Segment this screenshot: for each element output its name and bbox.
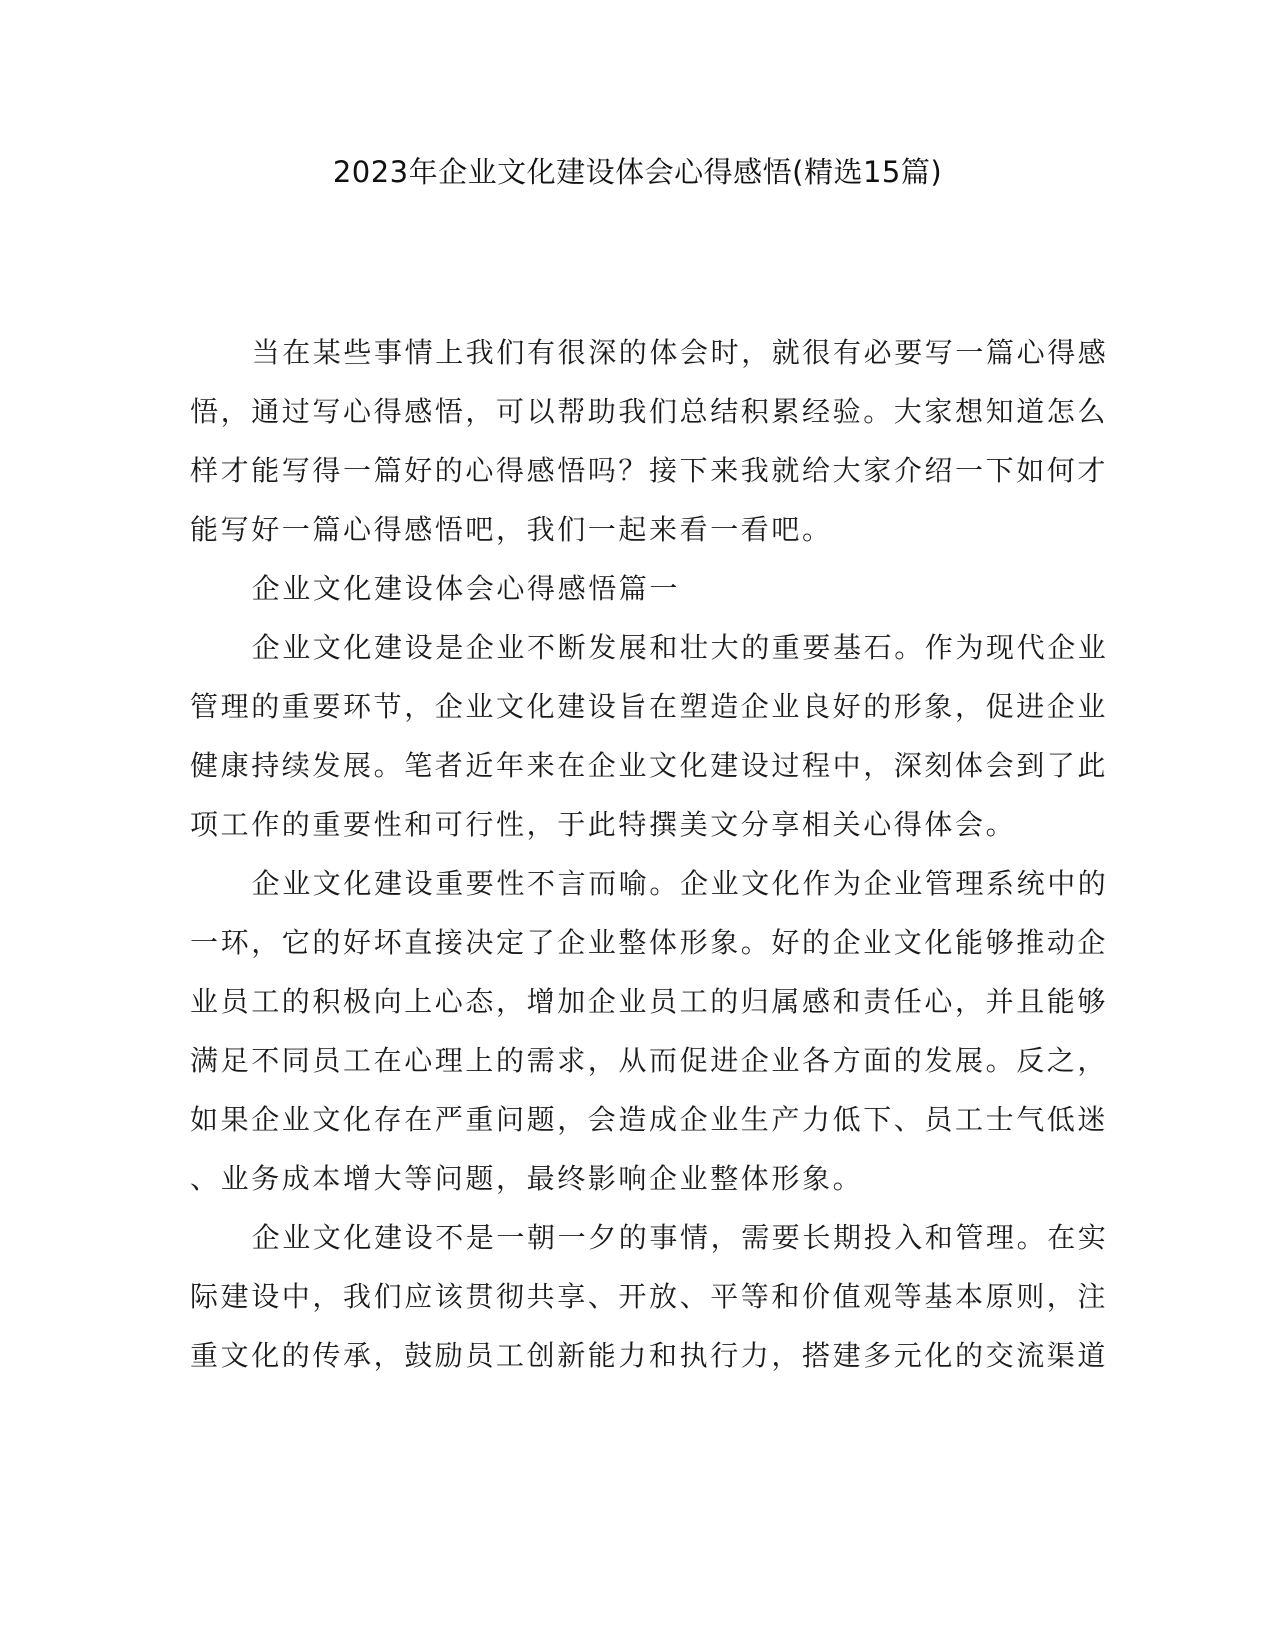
paragraph-line: 一环，它的好坏直接决定了企业整体形象。好的企业文化能够推动企 [190, 926, 1109, 959]
body-paragraph [190, 618, 1109, 854]
body-paragraph [190, 854, 1109, 1208]
paragraph-line: 样才能写得一篇好的心得感悟吗？接下来我就给大家介绍一下如何才 [190, 454, 1109, 487]
paragraph-line: 当在某些事情上我们有很深的体会时，就很有必要写一篇心得感 [251, 336, 1109, 369]
paragraph-line: 企业文化建设不是一朝一夕的事情，需要长期投入和管理。在实 [251, 1221, 1109, 1254]
document-title: 2023年企业文化建设体会心得感悟(精选15篇) [332, 155, 943, 189]
paragraph-line: 重文化的传承，鼓励员工创新能力和执行力，搭建多元化的交流渠道 [190, 1339, 1109, 1372]
paragraph-line: 悟，通过写心得感悟，可以帮助我们总结积累经验。大家想知道怎么 [190, 395, 1109, 428]
body-paragraph [190, 323, 1109, 559]
body-paragraph [190, 559, 1086, 618]
paragraph-line: 健康持续发展。笔者近年来在企业文化建设过程中，深刻体会到了此 [190, 749, 1109, 782]
document-body [190, 323, 1109, 1385]
paragraph-line: 企业文化建设重要性不言而喻。企业文化作为企业管理系统中的 [251, 867, 1109, 900]
paragraph-line: 管理的重要环节，企业文化建设旨在塑造企业良好的形象，促进企业 [190, 690, 1109, 723]
paragraph-line: 业员工的积极向上心态，增加企业员工的归属感和责任心，并且能够 [190, 985, 1109, 1018]
paragraph-line: 企业文化建设是企业不断发展和壮大的重要基石。作为现代企业 [251, 631, 1109, 664]
body-paragraph [190, 1208, 1109, 1385]
paragraph-line: 项工作的重要性和可行性，于此特撰美文分享相关心得体会。 [190, 808, 1017, 841]
paragraph-line: 企业文化建设体会心得感悟篇一 [251, 572, 680, 605]
paragraph-line: 际建设中，我们应该贯彻共享、开放、平等和价值观等基本原则，注 [190, 1280, 1109, 1313]
paragraph-line: 、业务成本增大等问题，最终影响企业整体形象。 [190, 1162, 864, 1195]
paragraph-line: 满足不同员工在心理上的需求，从而促进企业各方面的发展。反之， [190, 1044, 1109, 1077]
paragraph-line: 如果企业文化存在严重问题，会造成企业生产力低下、员工士气低迷 [190, 1103, 1109, 1136]
paragraph-line: 能写好一篇心得感悟吧，我们一起来看一看吧。 [190, 513, 833, 546]
